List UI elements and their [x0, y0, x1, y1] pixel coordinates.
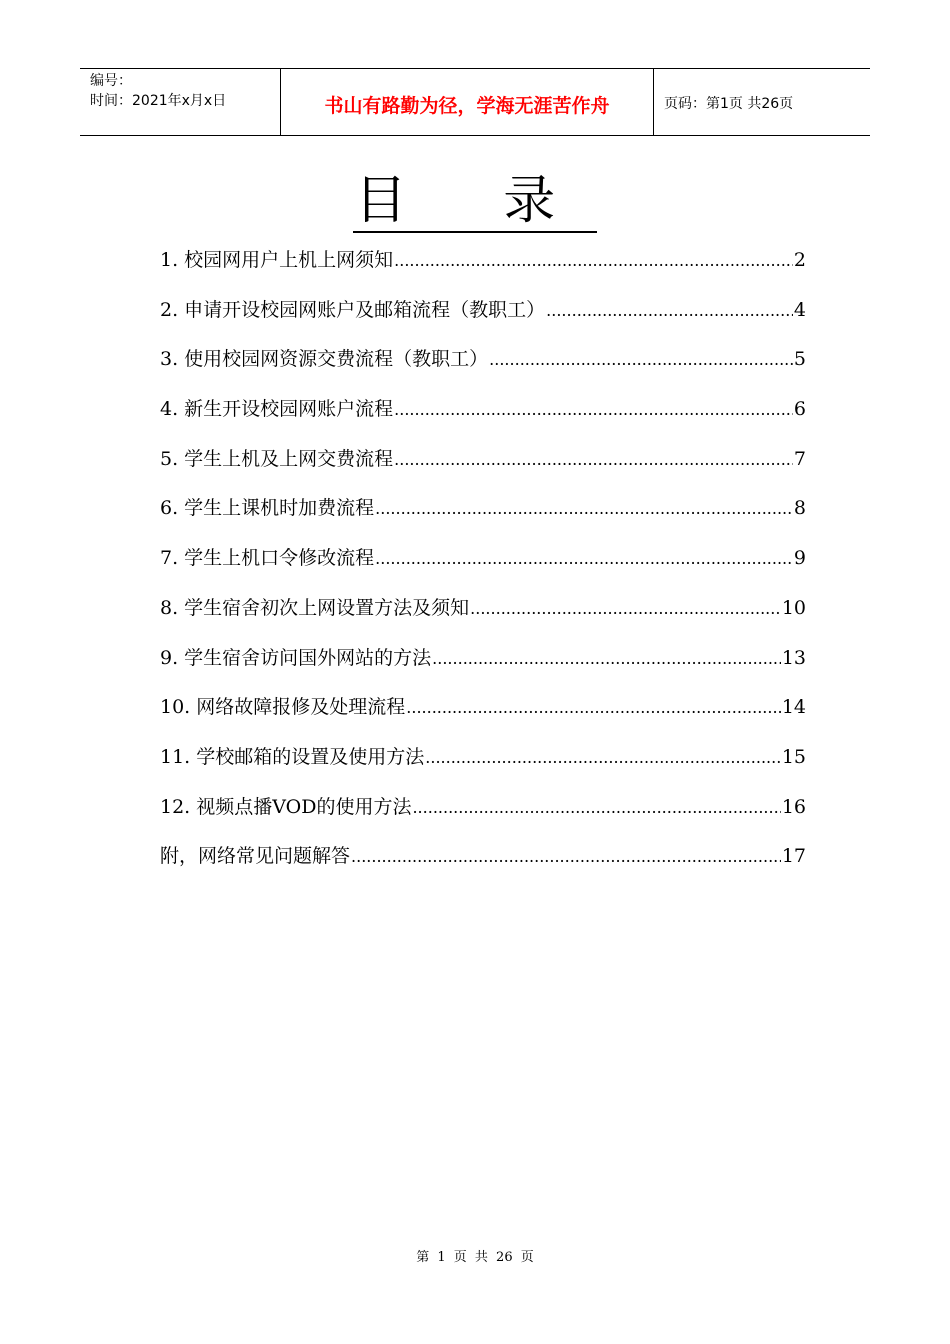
- toc-leader-dots: [351, 840, 781, 874]
- toc-entry-page: 7: [793, 447, 806, 470]
- document-time-label: 时间：2021年x月x日: [90, 93, 227, 109]
- toc-leader-dots: [412, 791, 780, 825]
- toc-leader-dots: [375, 542, 793, 576]
- toc-entry-page: 15: [781, 745, 806, 768]
- toc-leader-dots: [546, 294, 793, 328]
- document-number-label: 编号：: [90, 73, 132, 89]
- page-title-text: 目 录: [354, 171, 596, 231]
- header-motto: 书山有路勤为径，学海无涯苦作舟: [281, 69, 654, 135]
- toc-entry-page: 4: [793, 298, 806, 321]
- table-of-contents: [160, 243, 806, 889]
- toc-entry-label: 12. 视频点播VOD的使用方法: [160, 795, 412, 818]
- toc-entry-label: 9. 学生宿舍访问国外网站的方法: [160, 646, 432, 669]
- toc-entry[interactable]: [160, 342, 806, 392]
- toc-entry[interactable]: [160, 491, 806, 541]
- toc-entry[interactable]: [160, 442, 806, 492]
- toc-entry[interactable]: [160, 293, 806, 343]
- toc-leader-dots: [470, 592, 781, 626]
- header-meta: [80, 69, 281, 135]
- toc-entry-label: 4. 新生开设校园网账户流程: [160, 398, 394, 421]
- toc-entry-label: 5. 学生上机及上网交费流程: [160, 447, 394, 470]
- toc-entry-page: 6: [793, 398, 806, 421]
- toc-entry-page: 17: [781, 845, 806, 868]
- toc-entry-page: 14: [781, 696, 806, 719]
- toc-entry-label: 8. 学生宿舍初次上网设置方法及须知: [160, 596, 470, 619]
- toc-leader-dots: [394, 244, 793, 278]
- toc-entry[interactable]: [160, 392, 806, 442]
- toc-entry-label: 6. 学生上课机时加费流程: [160, 497, 375, 520]
- toc-entry-page: 5: [793, 348, 806, 371]
- toc-entry-label: 1. 校园网用户上机上网须知: [160, 249, 394, 271]
- toc-entry-page: 2: [793, 249, 806, 271]
- page-footer: 第 1 页 共 26 页: [416, 1250, 534, 1265]
- toc-entry[interactable]: [160, 591, 806, 641]
- toc-entry[interactable]: [160, 790, 806, 840]
- page-title: [0, 170, 950, 232]
- header-page-info: 页码：第1页 共26页: [664, 96, 794, 112]
- toc-entry-label: 7. 学生上机口令修改流程: [160, 547, 375, 570]
- toc-entry[interactable]: [160, 243, 806, 293]
- toc-entry-label: 3. 使用校园网资源交费流程（教职工）: [160, 348, 489, 371]
- toc-leader-dots: [425, 741, 781, 775]
- toc-leader-dots: [375, 492, 793, 526]
- toc-entry-page: 8: [793, 497, 806, 520]
- toc-entry[interactable]: [160, 690, 806, 740]
- toc-entry[interactable]: [160, 839, 806, 889]
- toc-leader-dots: [432, 642, 781, 676]
- toc-entry-page: 9: [793, 547, 806, 570]
- toc-leader-dots: [406, 691, 781, 725]
- toc-entry[interactable]: [160, 740, 806, 790]
- toc-leader-dots: [394, 393, 793, 427]
- toc-entry-label: 附，网络常见问题解答: [160, 845, 351, 868]
- toc-entry-page: 13: [781, 646, 806, 669]
- toc-leader-dots: [394, 443, 793, 477]
- page-header: [80, 68, 870, 136]
- toc-leader-dots: [489, 343, 793, 377]
- toc-entry-page: 10: [781, 596, 806, 619]
- toc-entry-label: 10. 网络故障报修及处理流程: [160, 696, 406, 719]
- toc-entry-label: 11. 学校邮箱的设置及使用方法: [160, 745, 425, 768]
- toc-entry-label: 2. 申请开设校园网账户及邮箱流程（教职工）: [160, 298, 546, 321]
- toc-entry[interactable]: [160, 541, 806, 591]
- toc-entry[interactable]: [160, 641, 806, 691]
- toc-entry-page: 16: [781, 795, 806, 818]
